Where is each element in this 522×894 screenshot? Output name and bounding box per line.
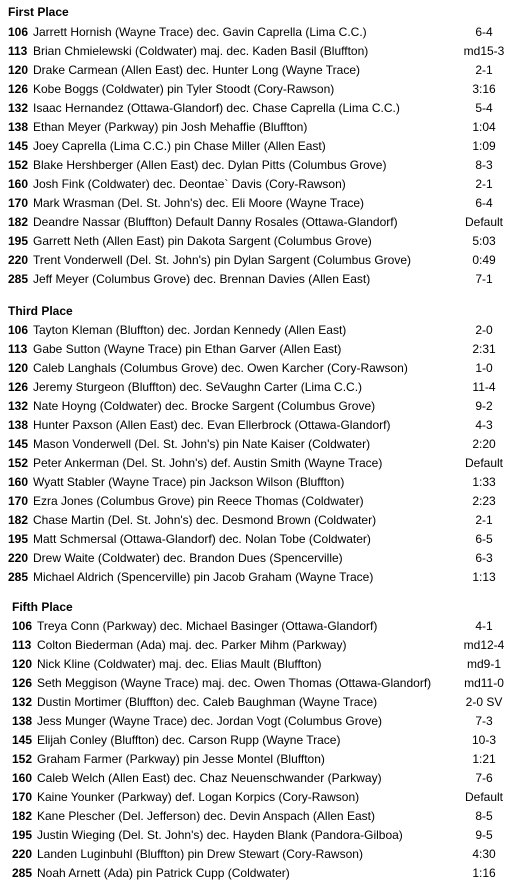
match-description: Graham Farmer (Parkway) pin Jesse Montel (Bluffton) — [37, 752, 325, 766]
match-description: Garrett Neth (Allen East) pin Dakota Sargent (Columbus Grove) — [33, 234, 372, 248]
match-result: 7-3 — [475, 714, 493, 728]
match-result: 6-4 — [475, 196, 493, 210]
match-result: 2-0 SV — [465, 695, 503, 709]
weight-class: 160 — [8, 177, 29, 191]
match-result: 10-3 — [471, 733, 497, 747]
table-row — [0, 397, 522, 416]
weight-class: 126 — [8, 380, 29, 394]
match-result: 0:49 — [472, 253, 496, 267]
match-result: 7-1 — [475, 272, 493, 286]
match-result: 3:16 — [472, 82, 496, 96]
match-result: 7-6 — [475, 771, 493, 785]
match-description: Brian Chmielewski (Coldwater) maj. dec. Kaden Basil (Bluffton) — [33, 44, 369, 58]
table-row — [0, 378, 522, 397]
weight-class: 152 — [8, 456, 29, 470]
match-result: Default — [464, 215, 504, 229]
table-row — [0, 232, 522, 251]
match-description: Nate Hoyng (Coldwater) dec. Brocke Sargent (Columbus Grove) — [33, 399, 376, 413]
match-description: Seth Meggison (Wayne Trace) maj. dec. Owen Thomas (Ottawa-Glandorf) — [37, 676, 432, 690]
match-description: Wyatt Stabler (Wayne Trace) pin Jackson Wilson (Bluffton) — [33, 475, 345, 489]
match-description: Mason Vonderwell (Del. St. John's) pin Nate Kaiser (Coldwater) — [33, 437, 371, 451]
match-description: Joey Caprella (Lima C.C.) pin Chase Miller (Allen East) — [33, 139, 326, 153]
match-result: 1-0 — [475, 361, 493, 375]
table-row — [0, 693, 522, 712]
weight-class: 195 — [8, 532, 29, 546]
match-description: Nick Kline (Coldwater) maj. dec. Elias Mault (Bluffton) — [37, 657, 322, 671]
match-result: 6-5 — [475, 532, 493, 546]
table-row — [0, 270, 522, 289]
table-row — [0, 435, 522, 454]
weight-class: 138 — [8, 120, 29, 134]
weight-class: 285 — [12, 866, 33, 880]
match-description: Ethan Meyer (Parkway) pin Josh Mehaffie (Bluffton) — [33, 120, 308, 134]
match-description: Noah Arnett (Ada) pin Patrick Cupp (Coldwater) — [37, 866, 290, 880]
match-result: 2-0 — [475, 323, 493, 337]
weight-class: 195 — [12, 828, 33, 842]
weight-class: 106 — [8, 25, 29, 39]
weight-class: 160 — [12, 771, 33, 785]
match-result: 2:31 — [472, 342, 496, 356]
weight-class: 120 — [8, 361, 29, 375]
match-description: Hunter Paxson (Allen East) dec. Evan Ellerbrock (Ottawa-Glandorf) — [33, 418, 391, 432]
match-description: Justin Wieging (Del. St. John's) dec. Hayden Blank (Pandora-Gilboa) — [37, 828, 403, 842]
table-row — [0, 674, 522, 693]
match-description: Blake Hershberger (Allen East) dec. Dylan Pitts (Columbus Grove) — [33, 158, 387, 172]
match-description: Chase Martin (Del. St. John's) dec. Desmond Brown (Coldwater) — [33, 513, 377, 527]
match-result: 1:33 — [472, 475, 496, 489]
match-description: Ezra Jones (Columbus Grove) pin Reece Thomas (Coldwater) — [33, 494, 364, 508]
match-result: md12-4 — [463, 638, 505, 652]
match-description: Isaac Hernandez (Ottawa-Glandorf) dec. Chase Caprella (Lima C.C.) — [33, 101, 400, 115]
weight-class: 145 — [8, 437, 29, 451]
match-description: Caleb Welch (Allen East) dec. Chaz Neuenschwander (Parkway) — [37, 771, 382, 785]
table-row — [0, 807, 522, 826]
table-row — [0, 61, 522, 80]
match-result: 2-1 — [475, 63, 493, 77]
weight-class: 113 — [8, 342, 28, 356]
match-result: 8-3 — [475, 158, 493, 172]
weight-class: 285 — [8, 272, 29, 286]
match-result: 5-4 — [475, 101, 493, 115]
weight-class: 113 — [12, 638, 32, 652]
table-row — [0, 617, 522, 636]
table-row — [0, 416, 522, 435]
table-row — [0, 568, 522, 587]
match-result: 6-3 — [475, 551, 493, 565]
match-result: 1:04 — [472, 120, 496, 134]
match-description: Jess Munger (Wayne Trace) dec. Jordan Vogt (Columbus Grove) — [37, 714, 383, 728]
match-result: 6-4 — [475, 25, 493, 39]
table-row — [0, 788, 522, 807]
weight-class: 182 — [8, 215, 29, 229]
weight-class: 106 — [8, 323, 29, 337]
table-row — [0, 826, 522, 845]
match-description: Michael Aldrich (Spencerville) pin Jacob Graham (Wayne Trace) — [33, 570, 374, 584]
weight-class: 126 — [8, 82, 29, 96]
table-row — [0, 769, 522, 788]
match-description: Drake Carmean (Allen East) dec. Hunter Long (Wayne Trace) — [33, 63, 361, 77]
match-description: Matt Schmersal (Ottawa-Glandorf) dec. Nolan Tobe (Coldwater) — [33, 532, 371, 546]
match-result: 2:23 — [472, 494, 496, 508]
match-description: Kaine Younker (Parkway) def. Logan Korpics (Cory-Rawson) — [37, 790, 360, 804]
table-row — [0, 251, 522, 270]
table-row — [0, 80, 522, 99]
weight-class: 138 — [12, 714, 33, 728]
match-description: Drew Waite (Coldwater) dec. Brandon Dues (Spencerville) — [33, 551, 343, 565]
match-description: Deandre Nassar (Bluffton) Default Danny Rosales (Ottawa-Glandorf) — [33, 215, 398, 229]
table-row — [0, 731, 522, 750]
table-row — [0, 845, 522, 864]
weight-class: 160 — [8, 475, 29, 489]
match-description: Kane Plescher (Del. Jefferson) dec. Devin Anspach (Allen East) — [37, 809, 375, 823]
weight-class: 138 — [8, 418, 29, 432]
table-row — [0, 492, 522, 511]
weight-class: 145 — [8, 139, 29, 153]
match-result: md15-3 — [463, 44, 505, 58]
weight-class: 152 — [12, 752, 33, 766]
match-description: Elijah Conley (Bluffton) dec. Carson Rupp (Wayne Trace) — [37, 733, 341, 747]
table-row — [0, 340, 522, 359]
match-result: 1:21 — [472, 752, 496, 766]
match-description: Kobe Boggs (Coldwater) pin Tyler Stoodt (Cory-Rawson) — [33, 82, 335, 96]
match-description: Dustin Mortimer (Bluffton) dec. Caleb Baughman (Wayne Trace) — [37, 695, 378, 709]
weight-class: 132 — [8, 101, 29, 115]
weight-class: 170 — [8, 494, 29, 508]
match-result: 9-2 — [475, 399, 493, 413]
match-result: 5:03 — [472, 234, 496, 248]
table-row — [0, 473, 522, 492]
match-description: Josh Fink (Coldwater) dec. Deontae` Davis (Cory-Rawson) — [33, 177, 346, 191]
table-row — [0, 636, 522, 655]
section-title: Third Place — [8, 304, 73, 318]
weight-class: 170 — [8, 196, 29, 210]
match-description: Trent Vonderwell (Del. St. John's) pin Dylan Sargent (Columbus Grove) — [33, 253, 412, 267]
match-result: 11-4 — [472, 380, 496, 394]
results-list — [0, 23, 522, 289]
table-row — [0, 194, 522, 213]
match-result: md9-1 — [466, 657, 501, 671]
match-description: Jeremy Sturgeon (Bluffton) dec. SeVaughn Carter (Lima C.C.) — [33, 380, 363, 394]
match-result: 2-1 — [475, 513, 493, 527]
table-row — [0, 23, 522, 42]
match-result: 1:13 — [472, 570, 496, 584]
table-row — [0, 511, 522, 530]
weight-class: 126 — [12, 676, 33, 690]
match-result: 2-1 — [475, 177, 493, 191]
table-row — [0, 99, 522, 118]
table-row — [0, 530, 522, 549]
weight-class: 152 — [8, 158, 29, 172]
weight-class: 145 — [12, 733, 33, 747]
weight-class: 106 — [12, 619, 33, 633]
weight-class: 170 — [12, 790, 33, 804]
weight-class: 182 — [12, 809, 33, 823]
weight-class: 220 — [8, 253, 29, 267]
section-title: First Place — [8, 5, 69, 19]
table-row — [0, 359, 522, 378]
match-description: Jarrett Hornish (Wayne Trace) dec. Gavin Caprella (Lima C.C.) — [33, 25, 367, 39]
match-result: 2:20 — [472, 437, 496, 451]
weight-class: 220 — [8, 551, 29, 565]
section-title: Fifth Place — [12, 600, 73, 614]
match-result: 4-3 — [475, 418, 493, 432]
results-list — [0, 617, 522, 883]
match-description: Treya Conn (Parkway) dec. Michael Basinger (Ottawa-Glandorf) — [37, 619, 378, 633]
match-result: md11-0 — [464, 676, 504, 690]
match-description: Colton Biederman (Ada) maj. dec. Parker Mihm (Parkway) — [37, 638, 347, 652]
table-row — [0, 175, 522, 194]
match-result: 1:16 — [472, 866, 496, 880]
table-row — [0, 712, 522, 731]
table-row — [0, 321, 522, 340]
table-row — [0, 213, 522, 232]
weight-class: 113 — [8, 44, 28, 58]
match-description: Jeff Meyer (Columbus Grove) dec. Brennan Davies (Allen East) — [33, 272, 371, 286]
match-result: Default — [464, 790, 504, 804]
table-row — [0, 655, 522, 674]
match-description: Tayton Kleman (Bluffton) dec. Jordan Kennedy (Allen East) — [33, 323, 347, 337]
weight-class: 132 — [12, 695, 33, 709]
weight-class: 195 — [8, 234, 29, 248]
match-description: Peter Ankerman (Del. St. John's) def. Austin Smith (Wayne Trace) — [33, 456, 383, 470]
table-row — [0, 549, 522, 568]
match-result: 1:09 — [472, 139, 496, 153]
weight-class: 120 — [12, 657, 33, 671]
match-description: Mark Wrasman (Del. St. John's) dec. Eli Moore (Wayne Trace) — [33, 196, 365, 210]
weight-class: 132 — [8, 399, 29, 413]
table-row — [0, 137, 522, 156]
weight-class: 120 — [8, 63, 29, 77]
results-list — [0, 321, 522, 587]
table-row — [0, 118, 522, 137]
table-row — [0, 156, 522, 175]
match-description: Caleb Langhals (Columbus Grove) dec. Owen Karcher (Cory-Rawson) — [33, 361, 408, 375]
match-result: 9-5 — [475, 828, 493, 842]
match-description: Gabe Sutton (Wayne Trace) pin Ethan Garver (Allen East) — [33, 342, 342, 356]
table-row — [0, 864, 522, 883]
weight-class: 220 — [12, 847, 33, 861]
match-result: 8-5 — [475, 809, 493, 823]
match-result: Default — [464, 456, 504, 470]
weight-class: 182 — [8, 513, 29, 527]
match-description: Landen Luginbuhl (Bluffton) pin Drew Stewart (Cory-Rawson) — [37, 847, 363, 861]
table-row — [0, 42, 522, 61]
table-row — [0, 454, 522, 473]
weight-class: 285 — [8, 570, 29, 584]
match-result: 4-1 — [475, 619, 493, 633]
table-row — [0, 750, 522, 769]
match-result: 4:30 — [472, 847, 496, 861]
